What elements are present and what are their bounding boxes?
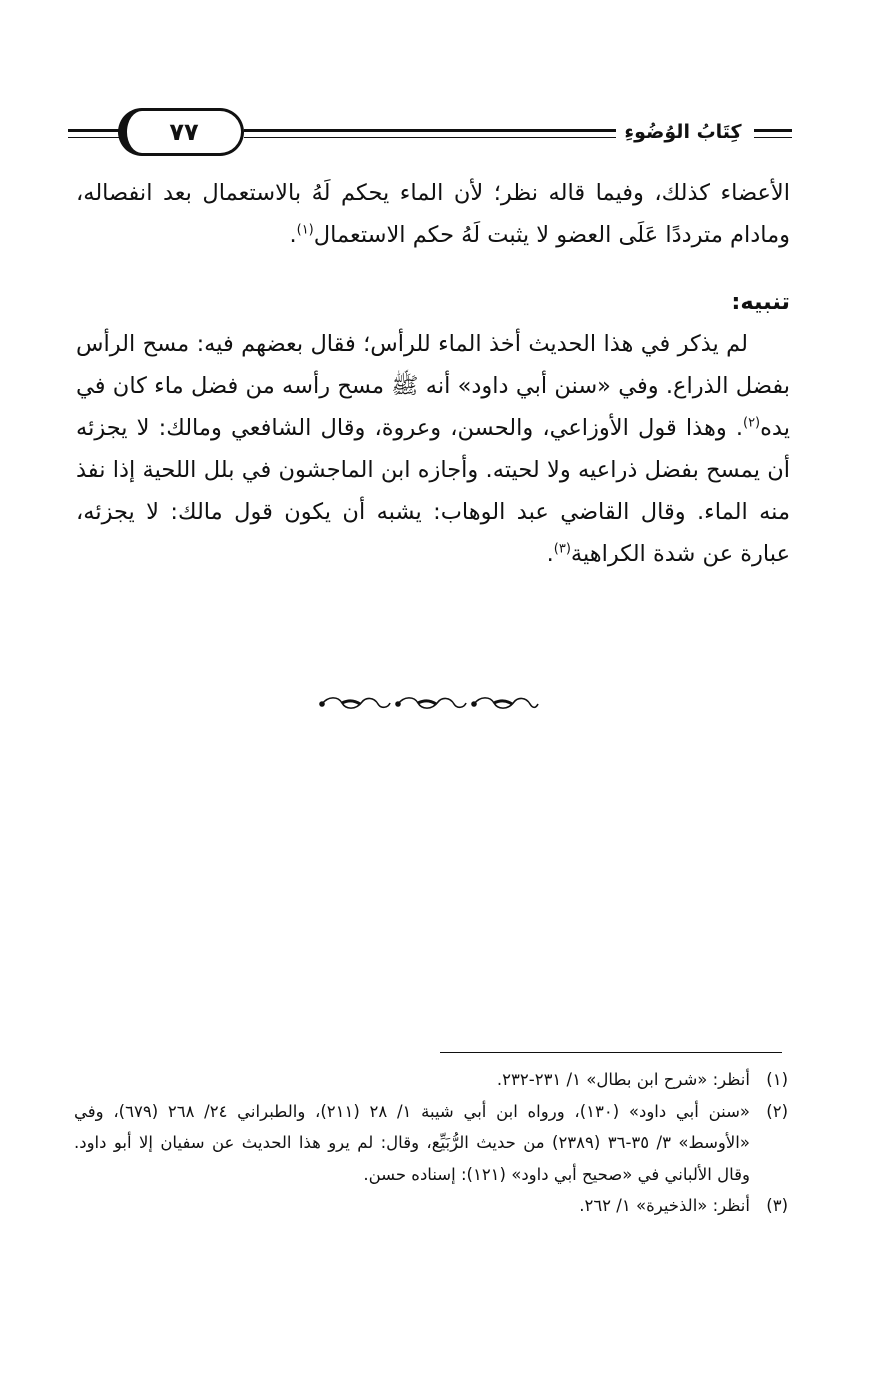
ornament-unit-2 xyxy=(396,698,466,708)
footnote-number: (١) xyxy=(766,1070,788,1089)
footnote-item xyxy=(74,1096,788,1191)
running-header xyxy=(68,108,792,158)
header-rule-right xyxy=(244,129,616,138)
footnote-ref-1: (١) xyxy=(296,222,314,238)
footnote-separator xyxy=(440,1052,782,1053)
footnote-number: (٣) xyxy=(766,1196,788,1215)
ornament-unit-3 xyxy=(472,698,538,708)
footnote-text: أنظر: «الذخيرة» ١/ ٢٦٢. xyxy=(579,1196,750,1215)
paragraph-1-tail: . xyxy=(289,222,297,248)
paragraph-2-tail: . xyxy=(546,541,554,567)
page-number: ٧٧ xyxy=(118,108,244,156)
footnotes xyxy=(74,1064,788,1222)
footnote-item xyxy=(74,1064,788,1096)
section-heading: تنبيه: xyxy=(731,289,790,315)
paragraph-2-text-cont: . وهذا قول الأوزاعي، والحسن، وعروة، وقال الشافعي ومالك: لا يجزئه أن يمسح بفضل ذراعيه ولا لحيته. وأجازه ابن الماجشون في بلل اللحية إذا نفذ منه الماء. وقال القاضي عبد الوهاب: يشبه أن يكون قول مالك: لا يجزئه، عبارة عن شدة الكراهية xyxy=(76,415,790,567)
ornament-unit-1 xyxy=(320,698,390,708)
footnote-text: أنظر: «شرح ابن بطال» ١/ ٢٣١-٢٣٢. xyxy=(496,1070,750,1089)
chapter-title: كِتَابُ الوُضُوءِ xyxy=(624,121,742,143)
main-text xyxy=(76,172,790,575)
footnote-ref-2: (٢) xyxy=(742,415,761,431)
section-divider-ornament xyxy=(318,692,542,714)
paragraph-2 xyxy=(76,323,790,575)
paragraph-1 xyxy=(76,172,790,262)
footnote-number: (٢) xyxy=(766,1101,788,1121)
footnote-ref-3: (٣) xyxy=(553,541,571,557)
header-rule-end xyxy=(754,129,792,138)
paragraph-2-text: لم يذكر في هذا الحديث أخذ الماء للرأس؛ فقال بعضهم فيه: مسح الرأس بفضل الذراع. وفي «سنن أبي داود» أنه ﷺ مسح رأسه من فضل ماء كان في يده xyxy=(76,331,790,441)
paragraph-1-text: الأعضاء كذلك، وفيما قاله نظر؛ لأن الماء يحكم لَهُ بالاستعمال بعد انفصاله، ومادام مترددًا عَلَى العضو لا يثبت لَهُ حكم الاستعمال xyxy=(76,180,790,248)
footnote-item xyxy=(74,1190,788,1222)
footnote-text: «سنن أبي داود» (١٣٠)، ورواه ابن أبي شيبة ١/ ٢٨ (٢١١)، والطبراني ٢٤/ ٢٦٨ (٦٧٩)، وفي «الأوسط» ٣/ ٣٥-٣٦ (٢٣٨٩) من حديث الرُّبَيِّع، وقال: لم يرو هذا الحديث عن سفيان إلا أبو داود. وقال الألباني في «صحيح أبي داود» (١٢١): إسناده حسن. xyxy=(74,1101,751,1184)
